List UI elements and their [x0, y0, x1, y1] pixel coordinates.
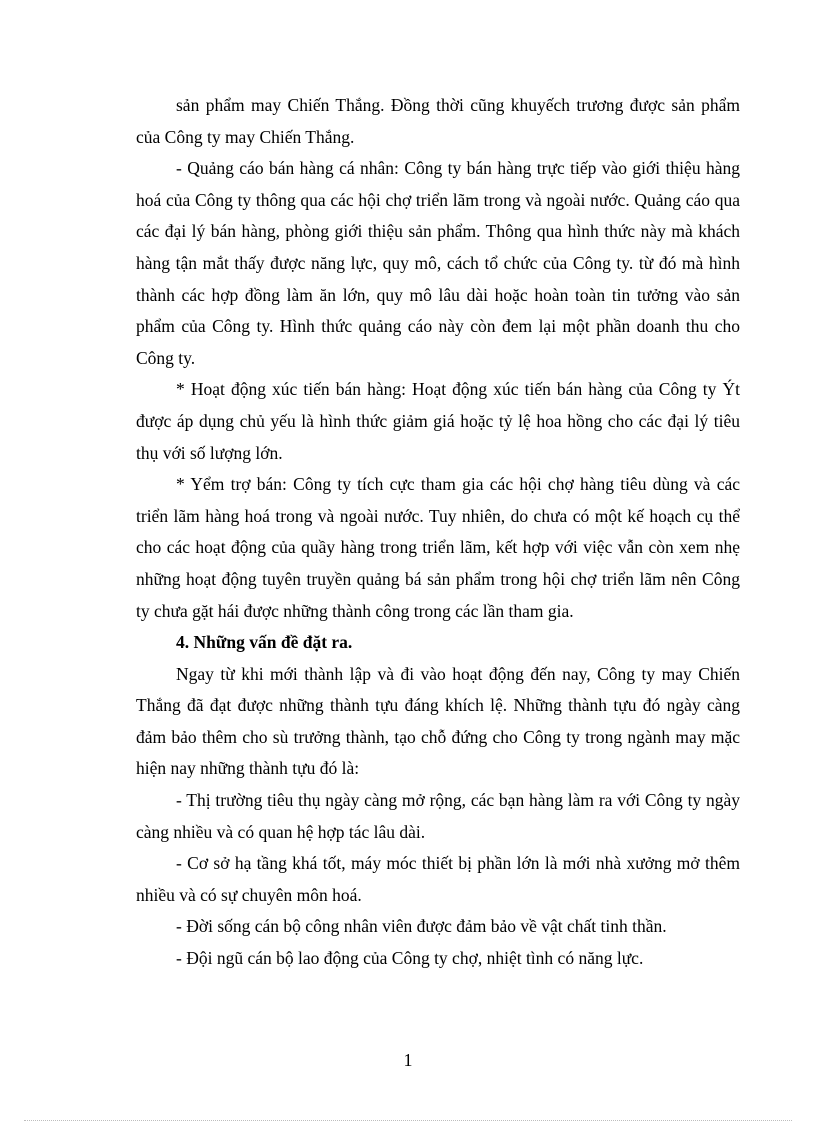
paragraph-continuation: sản phẩm may Chiến Thắng. Đồng thời cũng khuyếch trương được sản phẩm của Công ty may Chiến Thắng.: [136, 95, 740, 147]
page-number: 1: [403, 1050, 413, 1070]
paragraph-infrastructure: - Cơ sở hạ tầng khá tốt, máy móc thiết bị phần lớn là mới nhà xưởng mở thêm nhiều và có sự chuyên môn hoá.: [136, 853, 740, 905]
paragraph-market-expansion: - Thị trường tiêu thụ ngày càng mở rộng, các bạn hàng làm ra với Công ty ngày càng nhiều và có quan hệ hợp tác lâu dài.: [136, 790, 740, 842]
section-heading: 4. Những vấn đề đặt ra.: [176, 632, 353, 653]
document-page: [136, 90, 740, 975]
paragraph-achievements-intro: Ngay từ khi mới thành lập và đi vào hoạt động đến nay, Công ty may Chiến Thắng đã đạt được những thành tựu đáng khích lệ. Những thành tựu đó ngày càng đảm bảo thêm cho sù trưởng thành, tạo chỗ đứng cho Công ty trong ngành may mặc hiện nay những thành tựu đó là:: [136, 663, 740, 779]
paragraph-sales-promotion: * Hoạt động xúc tiến bán hàng: Hoạt động xúc tiến bán hàng của Công ty Ýt được áp dụng chủ yếu là hình thức giảm giá hoặc tỷ lệ hoa hồng cho các đại lý tiêu thụ với số lượng lớn.: [136, 379, 740, 463]
paragraph-staff-welfare: - Đời sống cán bộ công nhân viên được đảm bảo về vật chất tinh thần.: [176, 916, 667, 937]
page-bottom-divider: [24, 1120, 792, 1121]
paragraph-sales-support: * Yểm trợ bán: Công ty tích cực tham gia các hội chợ hàng tiêu dùng và các triển lãm hàng hoá trong và ngoài nước. Tuy nhiên, do chưa có một kế hoạch cụ thể cho các hoạt động của quầy hàng trong triển lãm, kết hợp với việc vẫn còn xem nhẹ những hoạt động tuyên truyền quảng bá sản phẩm trong hội chợ triển lãm nên Công ty chưa gặt hái được những thành công trong các lần tham gia.: [136, 474, 740, 621]
paragraph-workforce: - Đội ngũ cán bộ lao động của Công ty chợ, nhiệt tình có năng lực.: [176, 948, 644, 969]
paragraph-personal-advertising: - Quảng cáo bán hàng cá nhân: Công ty bán hàng trực tiếp vào giới thiệu hàng hoá của Công ty thông qua các hội chợ triển lãm trong và ngoài nước. Quảng cáo qua các đại lý bán hàng, phòng giới thiệu sản phẩm. Thông qua hình thức này mà khách hàng tận mắt thấy được năng lực, quy mô, cách tổ chức của Công ty. từ đó mà hình thành các hợp đồng làm ăn lớn, quy mô lâu dài hoặc hoàn toàn tin tưởng vào sản phẩm của Công ty. Hình thức quảng cáo này còn đem lại một phần doanh thu cho Công ty.: [136, 158, 740, 368]
